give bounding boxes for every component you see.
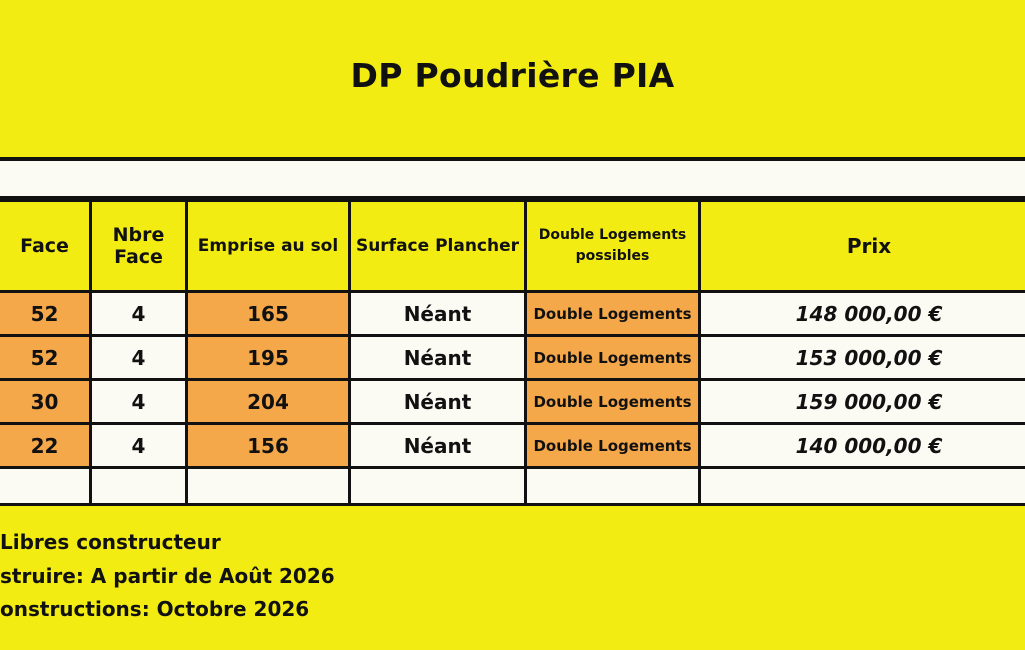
header-prix: Prix xyxy=(700,201,1025,292)
cell-empty xyxy=(526,468,700,505)
cell-empty xyxy=(187,468,350,505)
cell-empty xyxy=(700,468,1025,505)
lots-table xyxy=(0,199,1025,506)
cell-double: Double Logements xyxy=(526,292,700,336)
cell-empty xyxy=(350,468,526,505)
cell-surface: Néant xyxy=(350,336,526,380)
cell-emprise: 195 xyxy=(187,336,350,380)
page-title: DP Poudrière PIA xyxy=(350,56,675,95)
cell-prix: 140 000,00 € xyxy=(700,424,1025,468)
header-double-logements: Double Logements possibles xyxy=(526,201,700,292)
table-row xyxy=(0,424,1025,468)
cell-double: Double Logements xyxy=(526,380,700,424)
cell-face: 52 xyxy=(0,292,91,336)
header-face: Face xyxy=(0,201,91,292)
table-row xyxy=(0,380,1025,424)
cell-emprise: 165 xyxy=(187,292,350,336)
cell-surface: Néant xyxy=(350,380,526,424)
header-emprise: Emprise au sol xyxy=(187,201,350,292)
cell-nbre: 4 xyxy=(91,292,187,336)
footer-line-3: onstructions: Octobre 2026 xyxy=(0,597,310,621)
cell-prix: 148 000,00 € xyxy=(700,292,1025,336)
footer-line-2: struire: A partir de Août 2026 xyxy=(0,564,335,588)
cell-empty xyxy=(0,468,91,505)
cell-prix: 153 000,00 € xyxy=(700,336,1025,380)
cell-empty xyxy=(91,468,187,505)
cell-prix: 159 000,00 € xyxy=(700,380,1025,424)
table-row xyxy=(0,336,1025,380)
cell-nbre: 4 xyxy=(91,380,187,424)
cell-face: 30 xyxy=(0,380,91,424)
header-nbre-face: Nbre Face xyxy=(91,201,187,292)
cell-surface: Néant xyxy=(350,424,526,468)
table-row xyxy=(0,292,1025,336)
footer-line-1: Libres constructeur xyxy=(0,530,221,554)
table-header-row xyxy=(0,201,1025,292)
cell-face: 52 xyxy=(0,336,91,380)
cell-surface: Néant xyxy=(350,292,526,336)
cell-face: 22 xyxy=(0,424,91,468)
cell-emprise: 204 xyxy=(187,380,350,424)
blank-header-band xyxy=(0,157,1025,199)
table-row-empty xyxy=(0,468,1025,505)
cell-nbre: 4 xyxy=(91,424,187,468)
cell-emprise: 156 xyxy=(187,424,350,468)
cell-double: Double Logements xyxy=(526,336,700,380)
header-surface: Surface Plancher xyxy=(350,201,526,292)
cell-double: Double Logements xyxy=(526,424,700,468)
cell-nbre: 4 xyxy=(91,336,187,380)
